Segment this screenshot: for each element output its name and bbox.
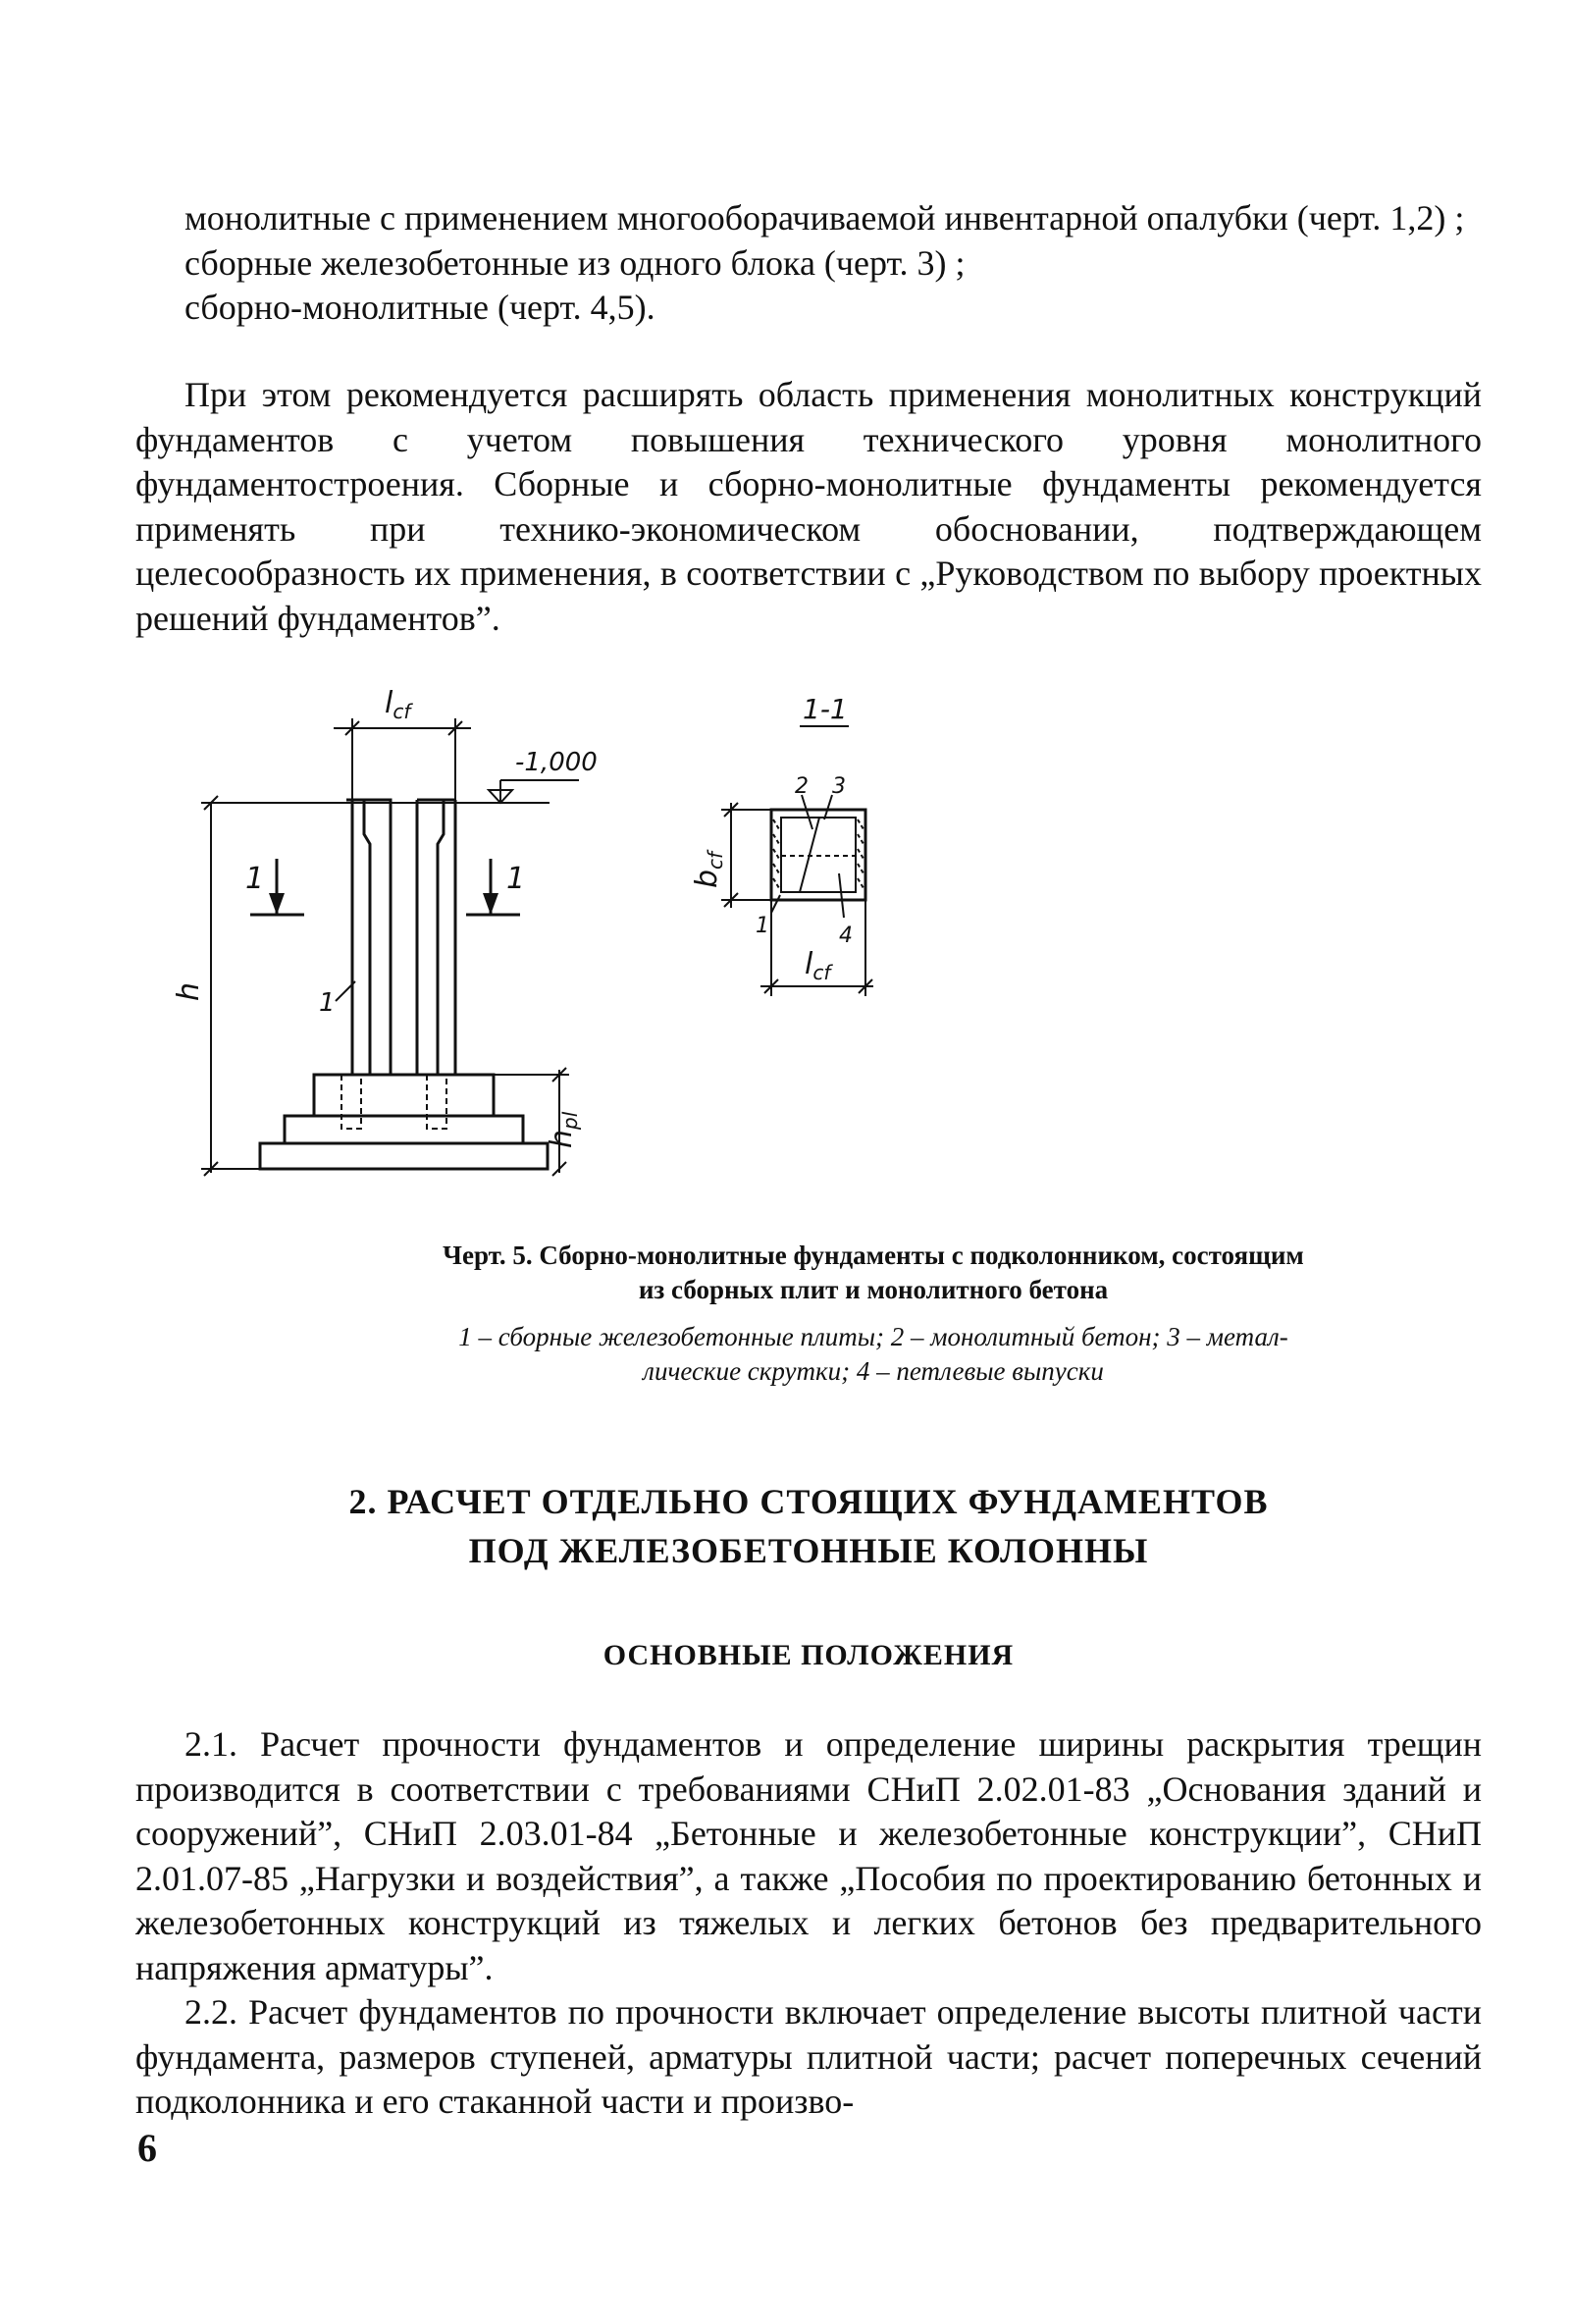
section-1-1 [771, 810, 865, 900]
level-mark [489, 780, 579, 803]
paragraph-text: При этом рекомендуется расширять область применения монолитных конструкций фундаментов с учетом повышения технического уровня монолитного фундаментостроения. Сборные и сборно-монолитные фундаменты рекомендуется применять при технико-экономическом обосновании, подтверждающем целесообразность их применения, в соответствии с „Руководством по выбору проектных решений фундаментов”. [135, 375, 1482, 638]
paragraph-2-1: 2.1. Расчет прочности фундаментов и определение ширины раскрытия трещин производится в соответствии с требованиями СНиП 2.02.01-83 „Основания зданий и сооружений”, СНиП 2.03.01-84 „Бетонные и железобетонные конструкции”, СНиП 2.01.07-85 „Нагрузки и воздействия”, а также „Пособия по проектированию бетонных и железобетонных конструкций из тяжелых и легких бетонов без предварительного напряжения арматуры”. [135, 1724, 1482, 1987]
intro-item-precast: сборные железобетонные из одного блока (черт. 3) ; [184, 242, 966, 283]
dimension-bcf [721, 803, 771, 908]
foundation-drawing [172, 686, 1354, 1217]
hatching [773, 819, 864, 888]
dimension-h [201, 796, 550, 1176]
foundation-slabs [260, 1075, 548, 1169]
label-level: -1,000 [515, 748, 598, 777]
label-callout-3: 3 [832, 774, 846, 799]
figure-caption-legend: 1 – сборные железобетонные плиты; 2 – монолитный бетон; 3 – метал- лические скрутки; 4 – петлевые выпуски [458, 1322, 1288, 1386]
dimension-lcf-top [334, 718, 471, 800]
column-outline [346, 800, 455, 1075]
label-h: h [172, 981, 206, 1001]
label-section-title: 1-1 [803, 693, 848, 725]
paragraph-2-2: 2.2. Расчет фундаментов по прочности включает определение высоты плитной части фундамента, размеров ступеней, арматуры плитной части; расчет поперечных сечений подколонника и его стаканной части и произво- [135, 1992, 1482, 2121]
recommendation-paragraph [135, 373, 1482, 641]
loop-outlets [341, 1075, 446, 1129]
label-hpl: $h_{pl}$ [545, 1111, 582, 1148]
subsection-title: ОСНОВНЫЕ ПОЛОЖЕНИЯ [602, 1639, 1015, 1671]
intro-list [135, 196, 1482, 331]
label-lcf-bottom: $l_{cf}$ [805, 947, 831, 984]
page-number: 6 [137, 2126, 157, 2170]
label-callout-4: 4 [839, 924, 853, 948]
label-callout-2: 2 [795, 774, 809, 799]
label-bcf: $b_{cf}$ [690, 851, 727, 888]
label-lcf-top: $l_{cf}$ [385, 686, 411, 723]
label-section-right: 1 [506, 862, 526, 896]
label-section-left: 1 [245, 862, 265, 896]
section-title: 2. РАСЧЕТ ОТДЕЛЬНО СТОЯЩИХ ФУНДАМЕНТОВ ПОД ЖЕЛЕЗОБЕТОННЫЕ КОЛОННЫ [348, 1482, 1269, 1570]
intro-item-precast-monolithic: сборно-монолитные (черт. 4,5). [184, 288, 655, 327]
body-paragraphs [135, 1722, 1482, 2125]
label-callout-1-left: 1 [319, 988, 336, 1018]
figure-caption-title: Черт. 5. Сборно-монолитные фундаменты с подколонником, состоящим из сборных плит и монолитного бетона [443, 1241, 1304, 1304]
intro-item-monolithic: монолитные с применением многооборачиваемой инвентарной опалубки (черт. 1,2) ; [184, 198, 1465, 238]
label-callout-1-right: 1 [756, 914, 769, 938]
section-arrows [250, 859, 520, 915]
